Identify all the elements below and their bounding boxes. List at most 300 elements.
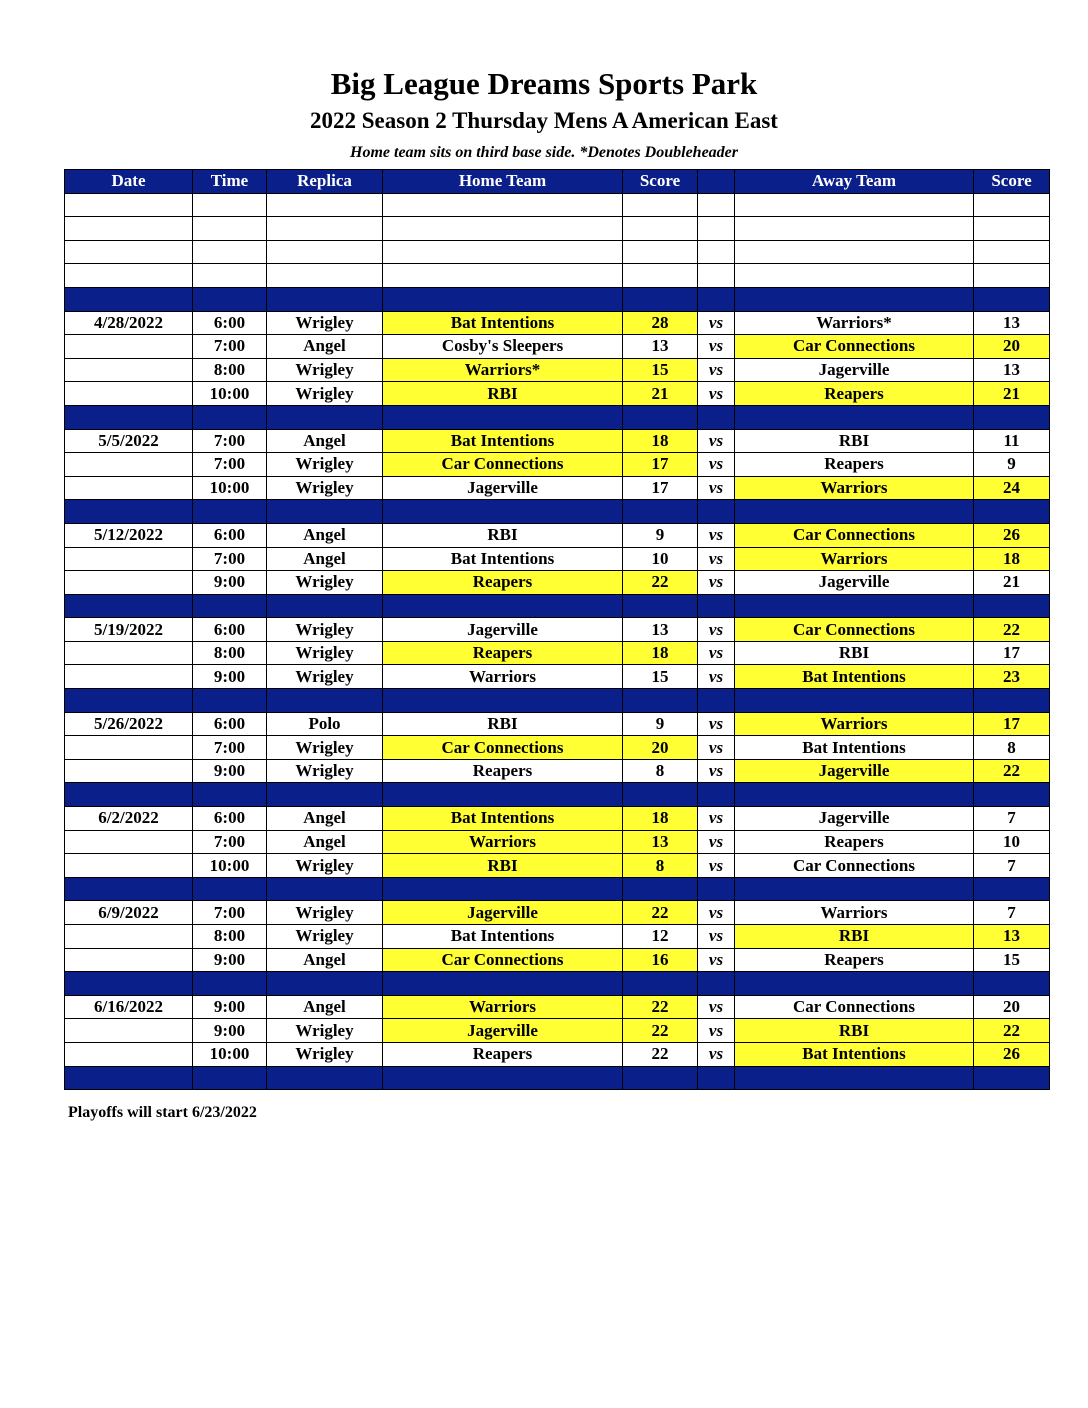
away-team-cell: Bat Intentions — [735, 736, 974, 760]
date-cell: 5/12/2022 — [65, 523, 193, 547]
vs-cell: vs — [698, 1019, 735, 1043]
home-team-cell: Reapers — [383, 759, 623, 783]
empty-cell — [193, 783, 267, 807]
time-cell: 10:00 — [193, 854, 267, 878]
blank-row — [65, 240, 1050, 264]
empty-cell — [698, 783, 735, 807]
col-header-home-score: Score — [623, 170, 698, 194]
home-score-cell: 12 — [623, 925, 698, 949]
away-score-cell: 13 — [974, 311, 1050, 335]
home-score-cell: 9 — [623, 523, 698, 547]
vs-cell: vs — [698, 830, 735, 854]
home-score-cell: 18 — [623, 641, 698, 665]
vs-cell: vs — [698, 618, 735, 642]
time-cell: 6:00 — [193, 712, 267, 736]
time-cell: 8:00 — [193, 925, 267, 949]
empty-cell — [735, 405, 974, 429]
game-row — [65, 712, 1050, 736]
empty-cell — [383, 594, 623, 618]
game-row — [65, 736, 1050, 760]
home-score-cell: 17 — [623, 453, 698, 477]
empty-cell — [267, 217, 383, 241]
home-team-cell: RBI — [383, 523, 623, 547]
away-score-cell: 9 — [974, 453, 1050, 477]
empty-cell — [698, 877, 735, 901]
away-team-cell: RBI — [735, 429, 974, 453]
vs-cell: vs — [698, 476, 735, 500]
empty-cell — [65, 193, 193, 217]
empty-cell — [193, 405, 267, 429]
game-row — [65, 429, 1050, 453]
time-cell: 10:00 — [193, 382, 267, 406]
field-cell: Wrigley — [267, 476, 383, 500]
away-score-cell: 11 — [974, 429, 1050, 453]
away-score-cell: 22 — [974, 759, 1050, 783]
empty-cell — [623, 877, 698, 901]
vs-cell: vs — [698, 995, 735, 1019]
empty-cell — [698, 1066, 735, 1090]
date-cell — [65, 382, 193, 406]
game-row — [65, 453, 1050, 477]
away-score-cell: 26 — [974, 523, 1050, 547]
empty-cell — [65, 689, 193, 713]
empty-cell — [698, 217, 735, 241]
schedule-note: Home team sits on third base side. *Denotes Doubleheader — [350, 144, 738, 161]
home-team-cell: Car Connections — [383, 736, 623, 760]
field-cell: Wrigley — [267, 382, 383, 406]
empty-cell — [383, 217, 623, 241]
empty-cell — [623, 500, 698, 524]
empty-cell — [65, 287, 193, 311]
empty-cell — [383, 500, 623, 524]
empty-cell — [698, 972, 735, 996]
away-team-cell: Jagerville — [735, 571, 974, 595]
date-cell: 5/19/2022 — [65, 618, 193, 642]
empty-cell — [193, 193, 267, 217]
playoffs-note: Playoffs will start 6/23/2022 — [68, 1104, 257, 1121]
empty-cell — [698, 287, 735, 311]
vs-cell: vs — [698, 429, 735, 453]
away-team-cell: Car Connections — [735, 335, 974, 359]
empty-cell — [65, 240, 193, 264]
empty-cell — [383, 193, 623, 217]
away-team-cell: Warriors — [735, 476, 974, 500]
field-cell: Angel — [267, 948, 383, 972]
time-cell: 6:00 — [193, 618, 267, 642]
col-header-home-team: Home Team — [383, 170, 623, 194]
away-team-cell: Reapers — [735, 948, 974, 972]
empty-cell — [193, 217, 267, 241]
game-row — [65, 335, 1050, 359]
vs-cell: vs — [698, 925, 735, 949]
home-team-cell: Bat Intentions — [383, 311, 623, 335]
week-separator-row — [65, 500, 1050, 524]
home-score-cell: 22 — [623, 1019, 698, 1043]
empty-cell — [65, 877, 193, 901]
home-team-cell: Jagerville — [383, 901, 623, 925]
empty-cell — [974, 287, 1050, 311]
home-team-cell: Warriors* — [383, 358, 623, 382]
empty-cell — [623, 783, 698, 807]
empty-cell — [383, 972, 623, 996]
date-cell: 6/9/2022 — [65, 901, 193, 925]
vs-cell: vs — [698, 854, 735, 878]
field-cell: Wrigley — [267, 571, 383, 595]
date-cell: 5/26/2022 — [65, 712, 193, 736]
game-row — [65, 618, 1050, 642]
col-header-away-team: Away Team — [735, 170, 974, 194]
time-cell: 9:00 — [193, 995, 267, 1019]
vs-cell: vs — [698, 736, 735, 760]
away-team-cell: Bat Intentions — [735, 1042, 974, 1066]
vs-cell: vs — [698, 571, 735, 595]
page-title: Big League Dreams Sports Park — [330, 66, 758, 101]
empty-cell — [383, 689, 623, 713]
home-score-cell: 18 — [623, 429, 698, 453]
col-header-replica: Replica — [267, 170, 383, 194]
date-cell — [65, 854, 193, 878]
vs-cell: vs — [698, 382, 735, 406]
time-cell: 9:00 — [193, 665, 267, 689]
away-team-cell: Jagerville — [735, 807, 974, 831]
home-score-cell: 22 — [623, 995, 698, 1019]
home-team-cell: Car Connections — [383, 948, 623, 972]
home-team-cell: Reapers — [383, 641, 623, 665]
empty-cell — [623, 1066, 698, 1090]
field-cell: Polo — [267, 712, 383, 736]
time-cell: 7:00 — [193, 901, 267, 925]
time-cell: 9:00 — [193, 571, 267, 595]
home-team-cell: Car Connections — [383, 453, 623, 477]
home-team-cell: Jagerville — [383, 476, 623, 500]
game-row — [65, 995, 1050, 1019]
game-row — [65, 358, 1050, 382]
empty-cell — [623, 689, 698, 713]
away-score-cell: 26 — [974, 1042, 1050, 1066]
home-score-cell: 8 — [623, 759, 698, 783]
empty-cell — [735, 217, 974, 241]
away-team-cell: RBI — [735, 1019, 974, 1043]
game-row — [65, 901, 1050, 925]
home-team-cell: Cosby's Sleepers — [383, 335, 623, 359]
away-score-cell: 20 — [974, 995, 1050, 1019]
empty-cell — [65, 1066, 193, 1090]
field-cell: Angel — [267, 523, 383, 547]
field-cell: Angel — [267, 807, 383, 831]
time-cell: 9:00 — [193, 759, 267, 783]
date-cell — [65, 948, 193, 972]
field-cell: Wrigley — [267, 1042, 383, 1066]
away-team-cell: Warriors — [735, 547, 974, 571]
away-score-cell: 10 — [974, 830, 1050, 854]
empty-cell — [267, 193, 383, 217]
home-score-cell: 22 — [623, 1042, 698, 1066]
time-cell: 6:00 — [193, 311, 267, 335]
away-team-cell: RBI — [735, 641, 974, 665]
away-team-cell: Reapers — [735, 453, 974, 477]
away-team-cell: Jagerville — [735, 759, 974, 783]
away-score-cell: 23 — [974, 665, 1050, 689]
away-team-cell: Warriors — [735, 901, 974, 925]
empty-cell — [974, 1066, 1050, 1090]
home-team-cell: Reapers — [383, 571, 623, 595]
empty-cell — [383, 287, 623, 311]
empty-cell — [735, 193, 974, 217]
empty-cell — [65, 500, 193, 524]
away-score-cell: 13 — [974, 358, 1050, 382]
date-cell — [65, 453, 193, 477]
empty-cell — [623, 594, 698, 618]
empty-cell — [267, 264, 383, 288]
empty-cell — [698, 500, 735, 524]
game-row — [65, 665, 1050, 689]
game-row — [65, 311, 1050, 335]
empty-cell — [267, 405, 383, 429]
away-score-cell: 7 — [974, 854, 1050, 878]
away-team-cell: Car Connections — [735, 523, 974, 547]
empty-cell — [735, 240, 974, 264]
empty-cell — [735, 689, 974, 713]
field-cell: Wrigley — [267, 665, 383, 689]
vs-cell: vs — [698, 665, 735, 689]
empty-cell — [623, 287, 698, 311]
week-separator-row — [65, 1066, 1050, 1090]
away-score-cell: 15 — [974, 948, 1050, 972]
empty-cell — [383, 264, 623, 288]
away-score-cell: 24 — [974, 476, 1050, 500]
field-cell: Wrigley — [267, 311, 383, 335]
empty-cell — [65, 783, 193, 807]
time-cell: 10:00 — [193, 1042, 267, 1066]
empty-cell — [267, 1066, 383, 1090]
home-team-cell: Jagerville — [383, 618, 623, 642]
field-cell: Angel — [267, 830, 383, 854]
week-separator-row — [65, 972, 1050, 996]
empty-cell — [383, 783, 623, 807]
field-cell: Wrigley — [267, 618, 383, 642]
home-team-cell: Bat Intentions — [383, 429, 623, 453]
vs-cell: vs — [698, 311, 735, 335]
vs-cell: vs — [698, 335, 735, 359]
empty-cell — [623, 240, 698, 264]
empty-cell — [267, 500, 383, 524]
game-row — [65, 807, 1050, 831]
empty-cell — [735, 877, 974, 901]
vs-cell: vs — [698, 759, 735, 783]
empty-cell — [623, 264, 698, 288]
game-row — [65, 830, 1050, 854]
field-cell: Angel — [267, 547, 383, 571]
home-score-cell: 18 — [623, 807, 698, 831]
col-header-vs — [698, 170, 735, 194]
home-score-cell: 13 — [623, 335, 698, 359]
home-team-cell: Bat Intentions — [383, 547, 623, 571]
page-subtitle: 2022 Season 2 Thursday Mens A American East — [310, 108, 778, 133]
empty-cell — [193, 500, 267, 524]
empty-cell — [623, 405, 698, 429]
empty-cell — [974, 240, 1050, 264]
time-cell: 8:00 — [193, 358, 267, 382]
empty-cell — [193, 240, 267, 264]
game-row — [65, 382, 1050, 406]
vs-cell: vs — [698, 523, 735, 547]
vs-cell: vs — [698, 948, 735, 972]
empty-cell — [974, 193, 1050, 217]
date-cell: 6/2/2022 — [65, 807, 193, 831]
time-cell: 9:00 — [193, 1019, 267, 1043]
schedule-table — [64, 169, 1050, 1090]
empty-cell — [267, 783, 383, 807]
date-cell: 5/5/2022 — [65, 429, 193, 453]
field-cell: Wrigley — [267, 358, 383, 382]
empty-cell — [974, 877, 1050, 901]
away-score-cell: 18 — [974, 547, 1050, 571]
empty-cell — [65, 217, 193, 241]
away-team-cell: Warriors — [735, 712, 974, 736]
empty-cell — [623, 972, 698, 996]
away-score-cell: 17 — [974, 641, 1050, 665]
empty-cell — [974, 594, 1050, 618]
vs-cell: vs — [698, 1042, 735, 1066]
field-cell: Angel — [267, 995, 383, 1019]
home-team-cell: Jagerville — [383, 1019, 623, 1043]
empty-cell — [65, 594, 193, 618]
empty-cell — [735, 264, 974, 288]
game-row — [65, 571, 1050, 595]
empty-cell — [267, 972, 383, 996]
field-cell: Wrigley — [267, 854, 383, 878]
date-cell — [65, 759, 193, 783]
home-score-cell: 13 — [623, 830, 698, 854]
empty-cell — [974, 783, 1050, 807]
empty-cell — [193, 689, 267, 713]
empty-cell — [383, 240, 623, 264]
field-cell: Wrigley — [267, 901, 383, 925]
game-row — [65, 759, 1050, 783]
away-team-cell: Warriors* — [735, 311, 974, 335]
date-cell — [65, 736, 193, 760]
empty-cell — [193, 972, 267, 996]
date-cell — [65, 925, 193, 949]
home-team-cell: RBI — [383, 712, 623, 736]
blank-row — [65, 193, 1050, 217]
away-team-cell: Car Connections — [735, 854, 974, 878]
field-cell: Wrigley — [267, 925, 383, 949]
empty-cell — [735, 972, 974, 996]
field-cell: Angel — [267, 429, 383, 453]
empty-cell — [193, 264, 267, 288]
game-row — [65, 523, 1050, 547]
away-score-cell: 22 — [974, 618, 1050, 642]
home-score-cell: 22 — [623, 571, 698, 595]
empty-cell — [698, 594, 735, 618]
col-header-away-score: Score — [974, 170, 1050, 194]
home-score-cell: 8 — [623, 854, 698, 878]
home-score-cell: 10 — [623, 547, 698, 571]
field-cell: Angel — [267, 335, 383, 359]
away-score-cell: 13 — [974, 925, 1050, 949]
empty-cell — [193, 287, 267, 311]
blank-row — [65, 217, 1050, 241]
empty-cell — [65, 972, 193, 996]
home-score-cell: 16 — [623, 948, 698, 972]
empty-cell — [193, 594, 267, 618]
empty-cell — [698, 689, 735, 713]
date-cell: 4/28/2022 — [65, 311, 193, 335]
col-header-time: Time — [193, 170, 267, 194]
home-team-cell: Bat Intentions — [383, 807, 623, 831]
home-score-cell: 21 — [623, 382, 698, 406]
vs-cell: vs — [698, 358, 735, 382]
home-score-cell: 22 — [623, 901, 698, 925]
empty-cell — [735, 500, 974, 524]
field-cell: Wrigley — [267, 453, 383, 477]
empty-cell — [974, 972, 1050, 996]
empty-cell — [193, 877, 267, 901]
home-team-cell: RBI — [383, 382, 623, 406]
home-score-cell: 9 — [623, 712, 698, 736]
date-cell — [65, 547, 193, 571]
date-cell — [65, 1042, 193, 1066]
away-team-cell: Bat Intentions — [735, 665, 974, 689]
empty-cell — [267, 594, 383, 618]
home-team-cell: Warriors — [383, 665, 623, 689]
time-cell: 7:00 — [193, 453, 267, 477]
away-team-cell: Reapers — [735, 830, 974, 854]
empty-cell — [735, 594, 974, 618]
empty-cell — [698, 193, 735, 217]
time-cell: 7:00 — [193, 429, 267, 453]
away-team-cell: Car Connections — [735, 995, 974, 1019]
away-team-cell: Reapers — [735, 382, 974, 406]
empty-cell — [383, 877, 623, 901]
home-team-cell: RBI — [383, 854, 623, 878]
empty-cell — [735, 287, 974, 311]
game-row — [65, 641, 1050, 665]
vs-cell: vs — [698, 901, 735, 925]
field-cell: Wrigley — [267, 736, 383, 760]
empty-cell — [623, 193, 698, 217]
empty-cell — [623, 217, 698, 241]
time-cell: 7:00 — [193, 736, 267, 760]
game-row — [65, 1042, 1050, 1066]
home-score-cell: 13 — [623, 618, 698, 642]
col-header-date: Date — [65, 170, 193, 194]
empty-cell — [267, 287, 383, 311]
away-team-cell: Jagerville — [735, 358, 974, 382]
week-separator-row — [65, 689, 1050, 713]
home-score-cell: 28 — [623, 311, 698, 335]
empty-cell — [974, 500, 1050, 524]
game-row — [65, 948, 1050, 972]
away-score-cell: 8 — [974, 736, 1050, 760]
date-cell: 6/16/2022 — [65, 995, 193, 1019]
empty-cell — [267, 877, 383, 901]
time-cell: 7:00 — [193, 335, 267, 359]
vs-cell: vs — [698, 453, 735, 477]
date-cell — [65, 830, 193, 854]
away-score-cell: 17 — [974, 712, 1050, 736]
empty-cell — [267, 689, 383, 713]
time-cell: 9:00 — [193, 948, 267, 972]
date-cell — [65, 641, 193, 665]
field-cell: Wrigley — [267, 641, 383, 665]
time-cell: 8:00 — [193, 641, 267, 665]
empty-cell — [698, 264, 735, 288]
header-row — [65, 170, 1050, 194]
home-score-cell: 17 — [623, 476, 698, 500]
empty-cell — [193, 1066, 267, 1090]
